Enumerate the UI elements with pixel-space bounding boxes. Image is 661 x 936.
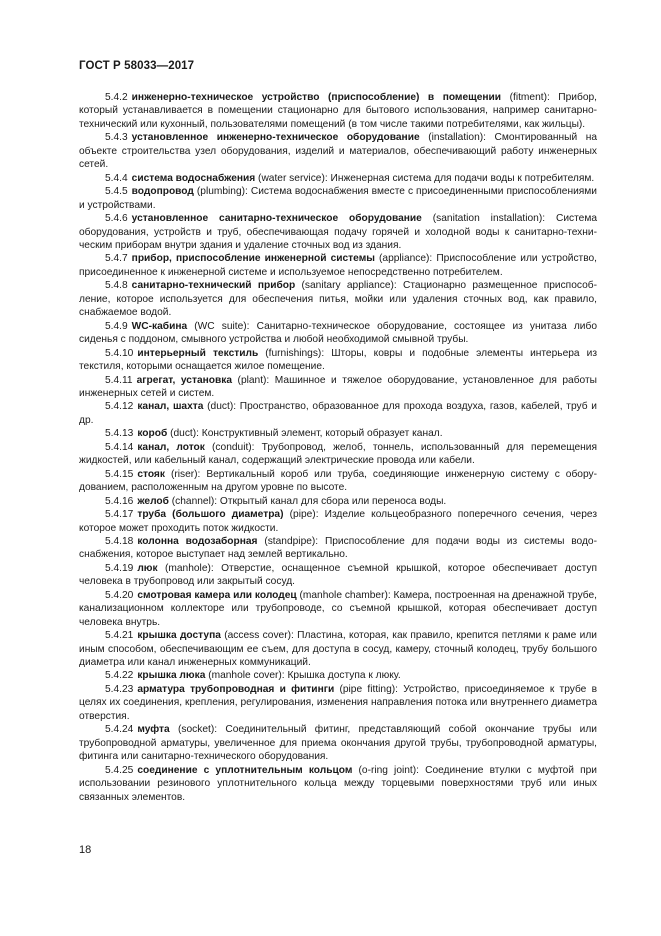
entry-term: агрегат, установка bbox=[136, 374, 233, 386]
definition-entry bbox=[79, 441, 597, 468]
entry-number: 5.4.19 bbox=[105, 562, 134, 574]
entry-number: 5.4.17 bbox=[105, 509, 134, 521]
page-number: 18 bbox=[79, 844, 92, 856]
definition-entry bbox=[79, 495, 597, 508]
entry-term: установленное инженерно-техническое оборудование bbox=[131, 132, 420, 144]
entry-number: 5.4.25 bbox=[105, 764, 134, 776]
entry-term: соединение с уплотнительным кольцом bbox=[137, 764, 353, 776]
definition-entry bbox=[79, 562, 597, 589]
entry-term: водопровод bbox=[131, 186, 194, 198]
entry-text: (water service): Инженерная система для подачи воды к потребителям. bbox=[255, 172, 595, 184]
entry-term: смотровая камера или колодец bbox=[137, 589, 297, 601]
entry-number: 5.4.10 bbox=[105, 347, 134, 359]
entry-number: 5.4.18 bbox=[105, 535, 134, 547]
entry-number: 5.4.3 bbox=[105, 132, 128, 144]
entry-term: прибор, приспособление инженерной системы bbox=[131, 253, 375, 265]
definition-entry bbox=[79, 535, 597, 562]
definition-entry bbox=[79, 427, 597, 440]
entry-number: 5.4.23 bbox=[105, 683, 134, 695]
definition-entry bbox=[79, 212, 597, 252]
entry-number: 5.4.11 bbox=[105, 374, 133, 386]
entry-number: 5.4.4 bbox=[105, 172, 128, 184]
entry-number: 5.4.14 bbox=[105, 441, 134, 453]
entry-text: (o-ring joint): Соединение втулки с муфтой при использовании резинового уплотнительного кольца между торцевыми поверхностями труб или иных связанных элементов. bbox=[79, 764, 597, 803]
entry-text: (socket): Соединительный фитинг, представляющий собой окончание трубы или трубопроводной арматуры, увеличенное для приема окончания другой трубы, трубопроводной арматуры, фитинга или санитарно-технического оборудования. bbox=[79, 724, 597, 763]
entry-text: (riser): Вертикальный короб или труба, соединяющие инженерную систему с оборудованием, расположенным на другом уровне по высоте. bbox=[79, 468, 597, 494]
definition-entry bbox=[79, 347, 597, 374]
entry-term: система водоснабжения bbox=[131, 172, 256, 184]
entry-text: (sanitation installation): Система оборудования, устройств и труб, обеспечивающая подачу горячей и холодной воды к санитарно-техническим приборам внутри здания и удаление сточных вод из здания. bbox=[79, 213, 597, 251]
definition-entry bbox=[79, 508, 597, 535]
definition-entry bbox=[79, 589, 597, 629]
entry-text: (manhole cover): Крышка доступа к люку. bbox=[205, 670, 401, 682]
document-header: ГОСТ Р 58033—2017 bbox=[79, 60, 195, 72]
entry-term: канал, лоток bbox=[137, 441, 205, 453]
entry-term: труба (большого диаметра) bbox=[137, 509, 284, 521]
definition-entry bbox=[79, 629, 597, 669]
definition-entry bbox=[79, 185, 597, 212]
entry-number: 5.4.16 bbox=[105, 495, 134, 507]
document-body bbox=[79, 91, 597, 804]
entry-text: (plumbing): Система водоснабжения вместе с присоединенными приспособлениями и устройствами. bbox=[79, 186, 597, 211]
entry-number: 5.4.5 bbox=[105, 186, 128, 198]
entry-term: канал, шахта bbox=[137, 401, 204, 413]
entry-term: стояк bbox=[137, 468, 165, 480]
entry-term: муфта bbox=[137, 724, 170, 736]
entry-term: санитарно-технический прибор bbox=[131, 280, 296, 292]
entry-term: инженерно-техническое устройство (приспособление) в помещении bbox=[131, 92, 502, 103]
entry-text: (manhole chamber): Камера, построенная на дренажной трубе, канализационном коллекторе или трубопроводе, со съемной крышкой, которая обеспечивает доступ человека внутрь. bbox=[79, 589, 597, 628]
entry-text: (channel): Открытый канал для сбора или переноса воды. bbox=[168, 495, 447, 507]
entry-term: установленное санитарно-техническое оборудование bbox=[131, 213, 422, 225]
entry-text: (standpipe): Приспособление для подачи воды из системы водоснабжения, которое выступает над землей вертикально. bbox=[79, 535, 597, 561]
entry-number: 5.4.22 bbox=[105, 670, 134, 682]
entry-number: 5.4.15 bbox=[105, 468, 134, 480]
entry-term: арматура трубопроводная и фитинги bbox=[137, 683, 335, 695]
entry-number: 5.4.9 bbox=[105, 320, 128, 332]
entry-text: (pipe fitting): Устройство, присоединяемое к трубе в целях их соединения, крепления, регулирования, изменения направления потока или внутреннего диаметра отверстия. bbox=[79, 683, 597, 722]
entry-text: (installation): Смонтированный на объекте строительства узел оборудования, изделий и материалов, обеспечивающий работу инженерных сетей. bbox=[79, 132, 598, 171]
definition-entry bbox=[79, 374, 597, 401]
definition-entry bbox=[79, 764, 597, 804]
entry-number: 5.4.8 bbox=[105, 280, 128, 292]
definition-entry bbox=[79, 131, 597, 171]
entry-text: (fitment): Прибор, который устанавливается в помещении стационарно для бытового использования, например санитарно-технический или кухонный, пользователями помещений (в том числе такими потребителями, как жильцы). bbox=[79, 92, 597, 130]
entry-number: 5.4.7 bbox=[105, 253, 128, 265]
entry-text: (furnishings): Шторы, ковры и подобные элементы интерьера из текстиля, которыми оснащается жилое помещение. bbox=[79, 347, 597, 373]
definition-entry bbox=[79, 683, 597, 723]
entry-number: 5.4.2 bbox=[105, 92, 128, 103]
entry-number: 5.4.21 bbox=[105, 630, 134, 642]
entry-term: колонна водозаборная bbox=[137, 535, 258, 547]
entry-term: WC-кабина bbox=[131, 320, 188, 332]
definition-entry bbox=[79, 723, 597, 763]
entry-number: 5.4.13 bbox=[105, 428, 134, 440]
entry-term: короб bbox=[137, 428, 168, 440]
entry-text: (duct): Конструктивный элемент, который образует канал. bbox=[167, 428, 443, 440]
entry-text: (access cover): Пластина, которая, как правило, крепится петлями к раме или иным способом, обеспечивающим ее съем, для доступа в сосуд, камеру, сточный колодец, трубу большого диаметра или канал инженерных коммуникаций. bbox=[79, 630, 597, 669]
entry-number: 5.4.20 bbox=[105, 589, 134, 601]
definition-entry bbox=[79, 320, 597, 347]
entry-text: (WC suite): Санитарно-техническое оборудование, состоящее из унитаза либо сиденья с поддоном, смывного устройства и любой необходимой смывной трубы. bbox=[79, 320, 597, 346]
entry-text: (sanitary appliance): Стационарно размещенное приспособление, которое используется для обеспечения питья, мойки или удаления сточных вод, как правило, снабжаемое водой. bbox=[79, 280, 597, 319]
entry-text: (conduit): Трубопровод, желоб, тоннель, использованный для перемещения жидкостей, или кабельный канал, содержащий электрические провода или кабели. bbox=[79, 441, 598, 467]
definition-entry bbox=[79, 669, 597, 682]
definition-entry bbox=[79, 91, 597, 131]
entry-text: (plant): Машинное и тяжелое оборудование, установленное для работы инженерных сетей и систем. bbox=[79, 374, 597, 399]
entry-text: (duct): Пространство, образованное для прохода воздуха, газов, кабелей, труб и др. bbox=[79, 401, 597, 426]
definition-entry bbox=[79, 468, 597, 495]
entry-text: (pipe): Изделие кольцеобразного поперечного сечения, через которое может проходить поток жидкости. bbox=[79, 509, 598, 534]
entry-term: люк bbox=[137, 562, 158, 574]
entry-term: желоб bbox=[137, 495, 169, 507]
entry-term: крышка доступа bbox=[137, 630, 221, 642]
definition-entry bbox=[79, 400, 597, 427]
entry-number: 5.4.24 bbox=[105, 724, 134, 736]
entry-text: (appliance): Приспособление или устройство, присоединенное к инженерной системе и используемое непосредственно потребителем. bbox=[79, 253, 597, 278]
entry-term: крышка люка bbox=[137, 670, 206, 682]
entry-text: (manhole): Отверстие, оснащенное съемной крышкой, которое обеспечивает доступ человека в трубопровод или закрытый сосуд. bbox=[79, 562, 597, 588]
entry-number: 5.4.6 bbox=[105, 213, 128, 225]
entry-number: 5.4.12 bbox=[105, 401, 134, 413]
entry-term: интерьерный текстиль bbox=[137, 347, 259, 359]
definition-entry bbox=[79, 172, 597, 185]
definition-entry bbox=[79, 279, 597, 319]
definition-entry bbox=[79, 252, 597, 279]
